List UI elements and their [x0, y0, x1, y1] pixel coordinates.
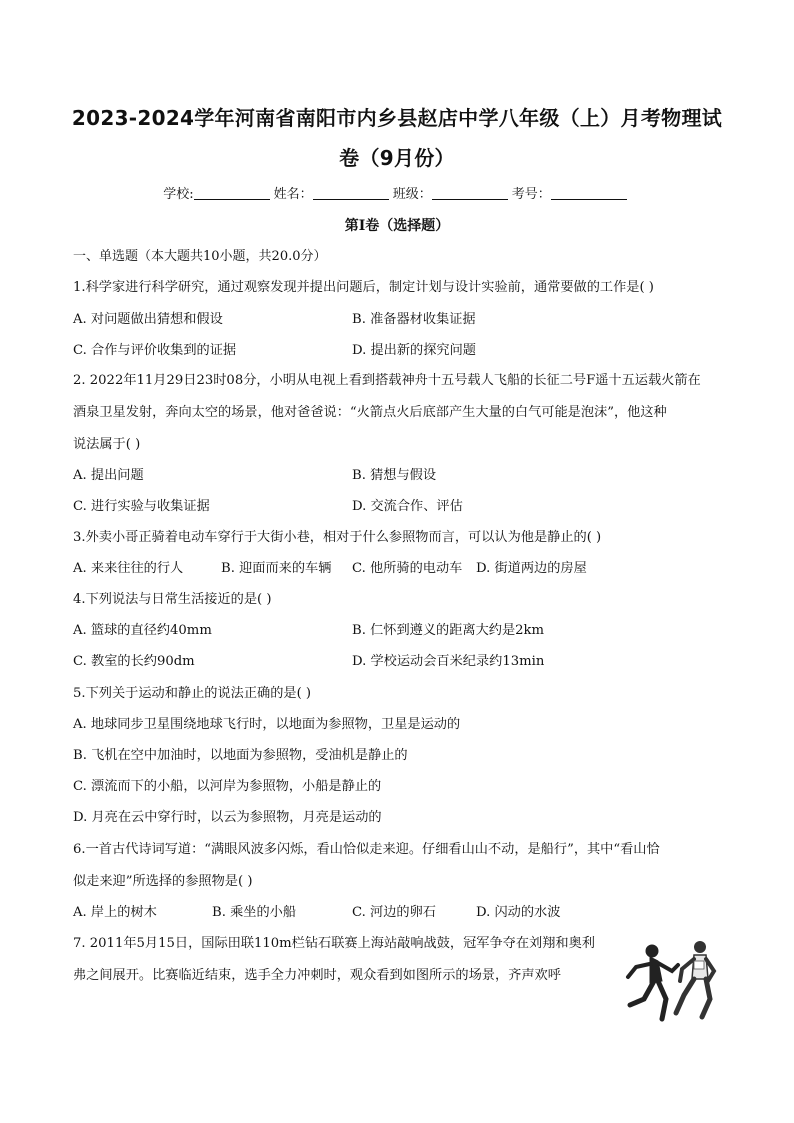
question-5-text: 5.下列关于运动和静止的说法正确的是( ) [73, 686, 312, 701]
q2-option-d: D. 交流合作、评估 [352, 499, 463, 514]
q2-option-b: B. 猜想与假设 [352, 468, 437, 483]
q1-option-d: D. 提出新的探究问题 [352, 343, 476, 358]
number-label: 考号： [511, 187, 551, 202]
q3-option-d: D. 街道两边的房屋 [476, 561, 587, 576]
question-4-text: 4.下列说法与日常生活接近的是( ) [73, 592, 272, 607]
school-blank[interactable] [194, 185, 270, 200]
question-7-text-line-1: 7. 2011年5月15日，国际田联110m栏钻石联赛上海站敲响战鼓，冠军争夺在刘翔和奥利 [73, 936, 595, 951]
exam-title-line-1: 2023-2024学年河南省南阳市内乡县赵店中学八年级（上）月考物理试 [71, 106, 723, 130]
q5-option-b: B. 飞机在空中加油时，以地面为参照物，受油机是静止的 [73, 748, 408, 763]
q4-option-b: B. 仁怀到遵义的距离大约是2km [352, 623, 545, 638]
name-blank[interactable] [313, 185, 389, 200]
section-title: 第Ⅰ卷（选择题） [344, 218, 450, 234]
q4-option-c: C. 教室的长约90dm [73, 654, 195, 669]
q5-option-d: D. 月亮在云中穿行时，以云为参照物，月亮是运动的 [73, 810, 382, 825]
q1-option-a: A. 对问题做出猜想和假设 [73, 312, 223, 327]
name-label: 姓名： [273, 187, 313, 202]
question-6-text-line-2: 似走来迎”所选择的参照物是( ) [73, 874, 253, 889]
part-title: 一、单选题（本大题共10小题，共20.0分） [73, 249, 327, 264]
q6-option-c: C. 河边的卵石 [352, 905, 436, 920]
q4-option-a: A. 篮球的直径约40mm [73, 623, 212, 638]
question-1-text: 1.科学家进行科学研究，通过观察发现并提出问题后，制定计划与设计实验前，通常要做的工作是( ) [73, 280, 654, 295]
number-blank[interactable] [551, 185, 627, 200]
question-2-text-line-2: 酒泉卫星发射，奔向太空的场景，他对爸爸说：“火箭点火后底部产生大量的白气可能是泡沫”，他这种 [73, 405, 667, 420]
hurdlers-photo [622, 933, 722, 1029]
q6-option-d: D. 闪动的水波 [476, 905, 561, 920]
q6-option-b: B. 乘坐的小船 [212, 905, 297, 920]
q3-option-c: C. 他所骑的电动车 [352, 561, 463, 576]
q2-option-c: C. 进行实验与收集证据 [73, 499, 210, 514]
q6-option-a: A. 岸上的树木 [73, 905, 157, 920]
school-label: 学校: [163, 187, 194, 202]
q5-option-c: C. 漂流而下的小船，以河岸为参照物，小船是静止的 [73, 779, 382, 794]
class-blank[interactable] [432, 185, 508, 200]
q1-option-b: B. 准备器材收集证据 [352, 312, 476, 327]
question-2-text-line-1: 2. 2022年11月29日23时08分，小明从电视上看到搭载神舟十五号载人飞船的长征二号F遥十五运载火箭在 [73, 373, 701, 388]
q5-option-a: A. 地球同步卫星围绕地球飞行时，以地面为参照物，卫星是运动的 [73, 717, 461, 732]
q3-option-b: B. 迎面而来的车辆 [221, 561, 332, 576]
q4-option-d: D. 学校运动会百米纪录约13min [352, 654, 545, 669]
exam-title-line-2: 卷（9月份） [339, 146, 455, 170]
question-3-text: 3.外卖小哥正骑着电动车穿行于大街小巷，相对于什么参照物而言，可以认为他是静止的( ) [73, 530, 602, 545]
question-6-text-line-1: 6.一首古代诗词写道：“满眼风波多闪烁，看山恰似走来迎。仔细看山山不动，是船行”，其中“看山恰 [73, 842, 660, 857]
class-label: 班级： [392, 187, 432, 202]
question-2-text-line-3: 说法属于( ) [73, 437, 141, 452]
q1-option-c: C. 合作与评价收集到的证据 [73, 343, 237, 358]
student-info-row [0, 185, 794, 205]
q3-option-a: A. 来来往往的行人 [73, 561, 184, 576]
question-7-text-line-2: 弗之间展开。比赛临近结束，选手全力冲刺时，观众看到如图所示的场景，齐声欢呼 [73, 968, 561, 983]
q2-option-a: A. 提出问题 [73, 468, 144, 483]
